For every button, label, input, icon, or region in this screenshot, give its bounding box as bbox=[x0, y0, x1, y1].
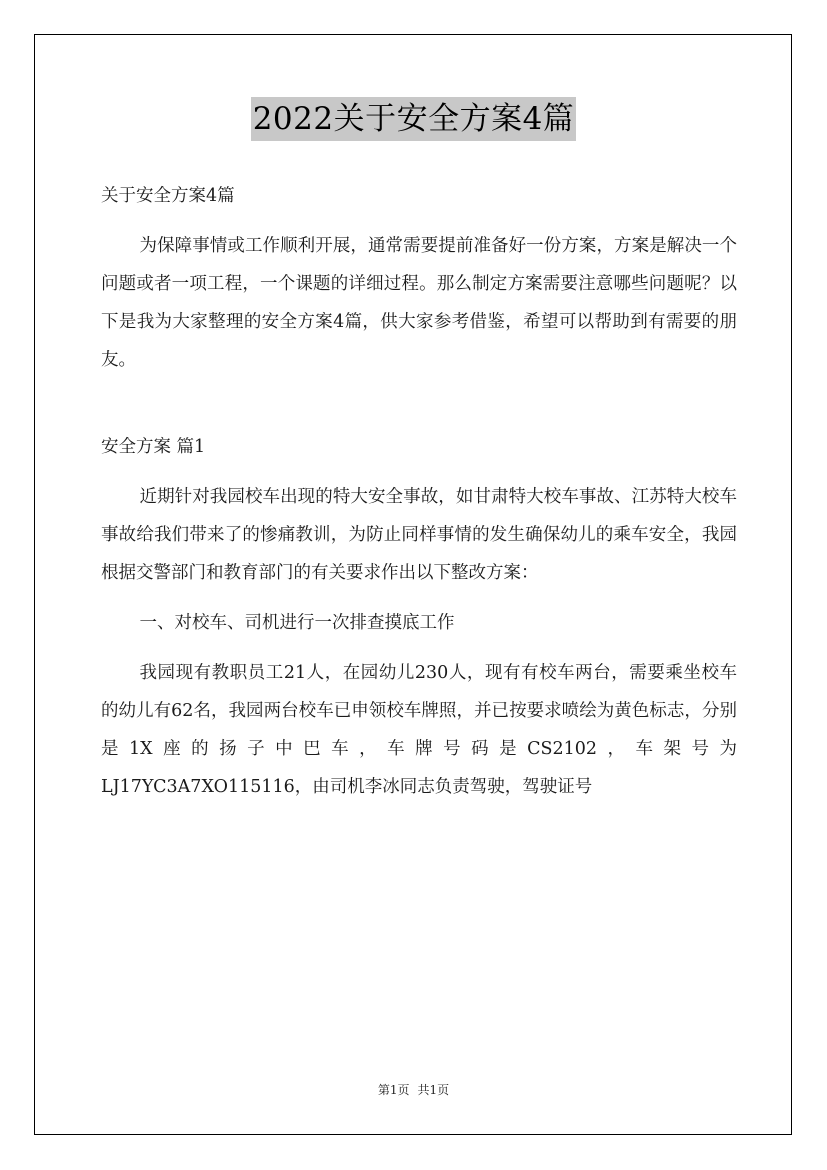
page-total: 共1页 bbox=[417, 1083, 450, 1097]
document-body bbox=[101, 177, 737, 806]
section-paragraph-2: 我园现有教职员工21人，在园幼儿230人，现有有校车两台，需要乘坐校车的幼儿有62名，我园两台校车已申领校车牌照，并已按要求喷绘为黄色标志，分别是1X座的扬子中巴车，车牌号码是CS2102，车架号为LJ17YC3A7XO115116，由司机李冰同志负责驾驶，驾驶证号 bbox=[101, 663, 737, 797]
page-number: 第1页 bbox=[377, 1083, 410, 1097]
page-footer bbox=[0, 1081, 827, 1098]
document-subtitle: 关于安全方案4篇 bbox=[101, 186, 235, 206]
intro-paragraph: 为保障事情或工作顺利开展，通常需要提前准备好一份方案，方案是解决一个问题或者一项工程，一个课题的详细过程。那么制定方案需要注意哪些问题呢？以下是我为大家整理的安全方案4篇，供大家参考借鉴，希望可以帮助到有需要的朋友。 bbox=[101, 236, 737, 370]
item-heading: 一、对校车、司机进行一次排查摸底工作 bbox=[139, 613, 455, 633]
section-heading: 安全方案 篇1 bbox=[101, 437, 206, 457]
title-container bbox=[0, 97, 827, 141]
document-title: 2022关于安全方案4篇 bbox=[251, 97, 577, 141]
section-paragraph-1: 近期针对我园校车出现的特大安全事故，如甘肃特大校车事故、江苏特大校车事故给我们带来了的惨痛教训，为防止同样事情的发生确保幼儿的乘车安全，我园根据交警部门和教育部门的有关要求作出以下整改方案： bbox=[101, 487, 737, 583]
